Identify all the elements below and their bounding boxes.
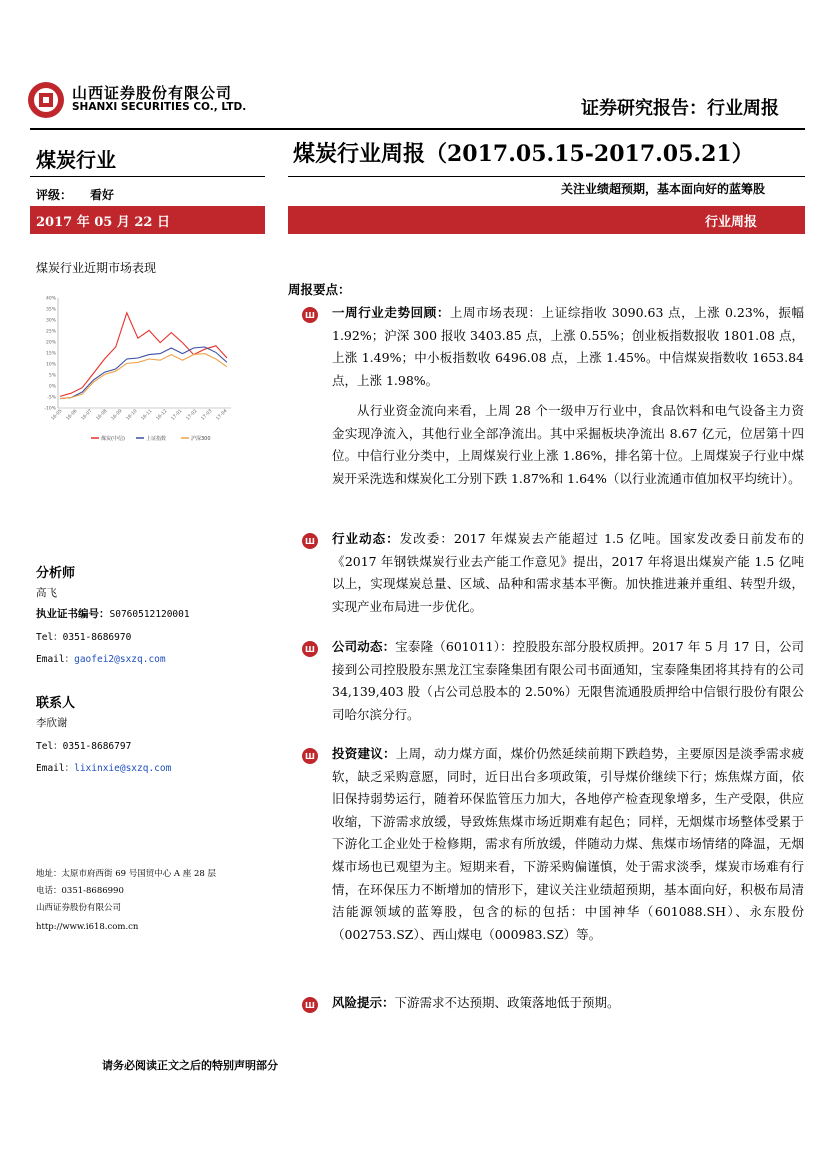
cert-number: S0760512120001	[109, 609, 190, 620]
chart-y-tick-label: 20%	[45, 340, 56, 346]
bullet-icon: Ш	[302, 533, 318, 549]
company-name-cn: 山西证券股份有限公司	[72, 84, 233, 102]
risk-text: 下游需求不达预期、政策落地低于预期。	[394, 995, 620, 1010]
company-news-text: 宝泰隆（601011）：控股股东部分股权质押。2017 年 5 月 17 日，公司接到公司控股股东黑龙江宝泰隆集团有限公司书面通知，宝泰隆集团将其持有的公司 34,139,403 股（占公司总股本的 2.50%）无限售流通股质押给中信银行股份有限公司哈尔滨分行。	[332, 639, 804, 722]
contact-email-link[interactable]: lixinxie@sxzq.com	[74, 763, 172, 774]
report-date: 2017 年 05 月 22 日	[36, 214, 170, 230]
market-performance-chart	[36, 290, 236, 450]
analyst-email-label: Email：	[36, 654, 75, 665]
contact-email-line	[36, 760, 171, 774]
chart-x-tick-label: 16-08	[95, 408, 109, 422]
company-name-en: SHANXI SECURITIES CO., LTD.	[72, 101, 247, 113]
chart-y-tick-label: 5%	[48, 373, 56, 379]
chart-series-line	[60, 313, 227, 397]
report-type-band	[288, 206, 805, 234]
risk-lead: 风险提示：	[332, 995, 395, 1010]
band-label: 行业周报	[704, 214, 757, 230]
fund-flow-paragraph: 从行业资金流向来看，上周 28 个一级申万行业中，食品饮料和电气设备主力资金实现净流入，其他行业全部净流出。其中采掘板块净流出 8.67 亿元，位居第十四位。中信行业分类中，上周煤炭行业上涨 1.86%，排名第十位。上周煤炭子行业中煤炭开采洗选和煤炭化工分别下跌 1.87%和 1.64%（以行业流通市值加权平均统计）。	[332, 403, 804, 486]
analyst-name: 高飞	[36, 587, 57, 599]
analyst-email-link[interactable]: gaofei2@sxzq.com	[74, 654, 166, 665]
summary-heading: 周报要点：	[288, 282, 351, 297]
bullet-icon: Ш	[302, 997, 318, 1013]
weekly-review-text: 上周市场表现：上证综指收 3090.63 点，上涨 0.23%，振幅 1.92%；沪深 300 报收 3403.85 点，上涨 0.55%；创业板指数报收 1801.08 点，上涨 1.49%；中小板指数收 6496.08 点，上涨 1.45%。中信煤炭指数收 1653.84 点，上涨 1.98%。	[332, 305, 804, 388]
industry-title: 煤炭行业	[36, 148, 116, 172]
chart-x-tick-label: 17-02	[185, 408, 199, 422]
report-type-title: 证券研究报告：行业周报	[581, 98, 779, 119]
cert-label: 执业证书编号：	[36, 608, 110, 620]
industry-news-text: 发改委：2017 年煤炭去产能超过 1.5 亿吨。国家发改委日前发布的《2017 年钢铁煤炭行业去产能工作意见》提出，2017 年将退出煤炭产能 1.5 亿吨以上，实现煤炭总量、区域、品种和需求基本平衡。加快推进兼并重组、转型升级，实现产业布局进一步优化。	[332, 531, 804, 614]
chart-x-tick-label: 17-03	[200, 408, 214, 422]
date-band	[30, 206, 265, 234]
bullet-icon: Ш	[302, 641, 318, 657]
chart-y-tick-label: 35%	[45, 307, 56, 313]
analyst-heading: 分析师	[36, 566, 76, 581]
cert-line	[36, 606, 190, 621]
analyst-email-line	[36, 651, 166, 665]
contact-tel: Tel：0351-8686797	[36, 741, 132, 752]
chart-x-tick-label: 16-05	[50, 408, 64, 422]
chart-legend-label: 上证指数	[146, 435, 167, 442]
weekly-review-lead: 一周行业走势回顾：	[332, 305, 450, 320]
bullet-icon: Ш	[302, 307, 318, 323]
chart-y-tick-label: 15%	[45, 351, 56, 357]
contact-name: 李欣谢	[36, 717, 68, 729]
chart-x-tick-label: 16-10	[125, 408, 139, 422]
contact-email-label: Email：	[36, 763, 75, 774]
investment-advice-lead: 投资建议：	[332, 746, 396, 761]
analyst-tel: Tel：0351-8686970	[36, 632, 132, 643]
chart-x-tick-label: 16-09	[110, 408, 124, 422]
report-subtitle: 关注业绩超预期，基本面向好的蓝筹股	[560, 182, 765, 196]
investment-advice-text: 上周，动力煤方面，煤价仍然延续前期下跌趋势，主要原因是淡季需求疲软，缺乏采购意愿，同时，近日出台多项政策，引导煤价继续下行；炼焦煤方面，依旧保持弱势运行，随着环保监管压力加大，各地停产检查现象增多，生产受限，供应收缩，下游需求放缓，导致炼焦煤市场近期难有起色；同样，无烟煤市场整体受累于下游化工企业处于检修期，需求有所放缓，伴随动力煤、焦煤市场情绪的降温，无烟煤市场也已观望为主。短期来看，下游采购偏谨慎，处于需求淡季，煤炭市场难有行情，在环保压力不断增加的情形下，建议关注业绩超预期，基本面向好，积极布局清洁能源领域的蓝筹股，包含的标的包括：中国神华（601088.SH）、永东股份（002753.SZ）、西山煤电（000983.SZ）等。	[332, 746, 804, 942]
header-divider	[30, 128, 805, 130]
industry-news-lead: 行业动态：	[332, 531, 400, 546]
chart-legend-label: 煤炭(中信)	[101, 435, 125, 442]
rating-value: 看好	[90, 188, 115, 202]
chart-y-tick-label: 10%	[45, 362, 56, 368]
chart-x-tick-label: 17-04	[215, 408, 229, 422]
company-website-link[interactable]: http://www.i618.com.cn	[36, 922, 139, 932]
company-name-footer: 山西证券股份有限公司	[36, 903, 122, 913]
disclaimer-note: 请务必阅读正文之后的特别声明部分	[102, 1059, 278, 1072]
company-phone: 电话：0351-8686990	[36, 886, 124, 896]
chart-x-tick-label: 16-07	[80, 408, 94, 422]
company-news-paragraph	[332, 636, 804, 726]
company-news-lead: 公司动态：	[332, 639, 396, 654]
chart-x-tick-label: 16-06	[65, 408, 79, 422]
investment-advice-paragraph	[332, 743, 804, 946]
chart-x-tick-label: 17-01	[170, 408, 184, 422]
report-title: 煤炭行业周报（2017.05.15-2017.05.21）	[293, 141, 754, 167]
chart-x-tick-label: 16-12	[155, 408, 169, 422]
chart-y-tick-label: 25%	[45, 329, 56, 335]
chart-y-tick-label: 40%	[45, 296, 56, 302]
contact-heading: 联系人	[36, 696, 76, 711]
left-divider	[30, 176, 265, 177]
company-address: 地址：太原市府西街 69 号国贸中心 A 座 28 层	[36, 869, 216, 879]
chart-y-tick-label: -5%	[47, 395, 56, 401]
chart-legend-label: 沪深300	[191, 435, 211, 442]
chart-y-tick-label: 30%	[45, 318, 56, 324]
chart-y-tick-label: 0%	[48, 384, 56, 390]
rating-label: 评级：	[36, 188, 73, 202]
weekly-review-paragraph	[332, 302, 804, 392]
company-logo-icon	[26, 80, 66, 120]
bullet-icon: Ш	[302, 748, 318, 764]
risk-paragraph	[332, 992, 804, 1015]
chart-caption: 煤炭行业近期市场表现	[36, 261, 157, 275]
chart-series-line	[60, 354, 227, 399]
industry-news-paragraph	[332, 528, 804, 618]
right-divider	[288, 176, 805, 177]
chart-y-tick-label: -10%	[44, 406, 56, 412]
chart-x-tick-label: 16-11	[140, 408, 154, 422]
